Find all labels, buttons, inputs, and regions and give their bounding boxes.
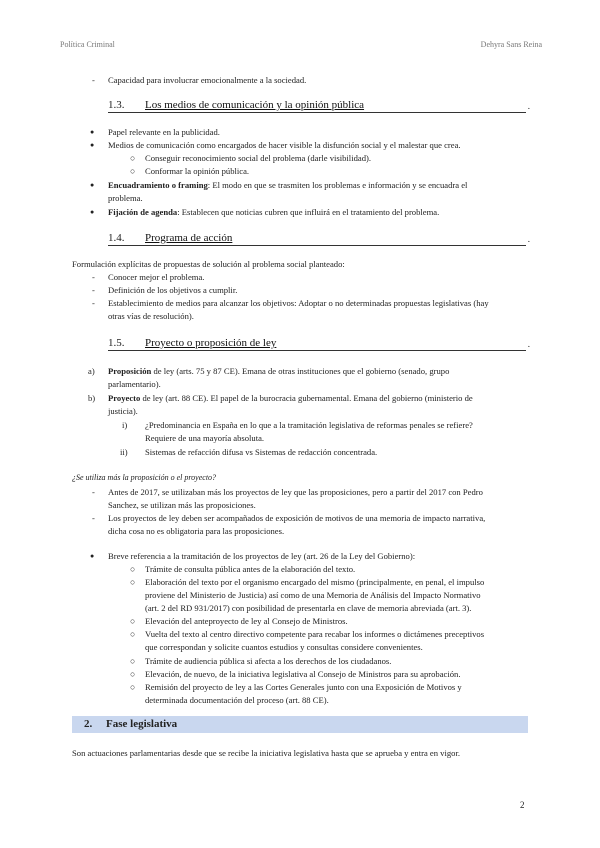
list-item: ¿Predominancia en España en lo que a la tramitación legislativa de reformas penales se refiere? — [145, 420, 473, 430]
term: Fijación de agenda — [108, 207, 178, 217]
paragraph: Formulación explícitas de propuestas de solución al problema social planteado: — [72, 259, 345, 269]
dash-marker: - — [92, 513, 95, 523]
section-1-3-heading — [108, 99, 530, 113]
circle-marker: ○ — [130, 153, 136, 163]
list-item: Antes de 2017, se utilizaban más los proyectos de ley que las proposiciones, pero a partir del 2017 con Pedro — [108, 487, 483, 497]
term-desc: de ley (art. 88 CE). El papel de la burocracia gubernamental. Emana del gobierno (ministerio de — [140, 393, 473, 403]
list-item: Papel relevante en la publicidad. — [108, 127, 220, 137]
section-number: 2. — [84, 718, 93, 730]
section-number: 1.3. — [108, 99, 125, 111]
section-number: 1.5. — [108, 337, 125, 349]
section-1-4-heading — [108, 232, 530, 246]
term: Proyecto — [108, 393, 141, 403]
circle-marker: ○ — [130, 166, 136, 176]
list-item: Medios de comunicación como encargados de hacer visible la disfunción social y el malestar que crea. — [108, 140, 461, 150]
section-trail: . — [527, 339, 530, 349]
bullet-marker: ● — [90, 141, 95, 149]
list-item — [108, 206, 439, 218]
list-item: Conseguir reconocimiento social del problema (darle visibilidad). — [145, 153, 371, 163]
dash-marker: - — [92, 75, 95, 85]
circle-marker: ○ — [130, 564, 136, 574]
list-item-cont: otras vías de resolución). — [108, 311, 194, 321]
list-item-cont: que correspondan y solicite cuantos estudios y consultas considere convenientes. — [145, 642, 423, 652]
list-item — [108, 179, 467, 191]
list-item-cont: Requiere de una mayoría absoluta. — [145, 433, 265, 443]
dash-marker: - — [92, 272, 95, 282]
list-item-cont: dicha cosa no es obligatoria para las proposiciones. — [108, 526, 285, 536]
list-item: Elevación, de nuevo, de la iniciativa legislativa al Consejo de Ministros para su aprobación. — [145, 669, 461, 679]
header-left: Política Criminal — [60, 40, 115, 49]
section-number: 1.4. — [108, 232, 125, 244]
intro-dash-text: Capacidad para involucrar emocionalmente a la sociedad. — [108, 75, 307, 85]
list-item-cont: parlamentario). — [108, 379, 161, 389]
term-desc: : Establecen que noticias cubren que influirá en el tratamiento del problema. — [177, 207, 440, 217]
term-desc: : El modo en que se trasmiten los problemas e información y se encuadra el — [207, 180, 468, 190]
section-2-heading-bar — [72, 716, 528, 733]
bullet-marker: ● — [90, 181, 95, 189]
term: Encuadramiento o framing — [108, 180, 208, 190]
list-item-cont: determinada documentación del proceso (art. 88 CE). — [145, 695, 329, 705]
list-item: Trámite de consulta pública antes de la elaboración del texto. — [145, 564, 356, 574]
list-item: Elevación del anteproyecto de ley al Consejo de Ministros. — [145, 616, 348, 626]
bullet-marker: ● — [90, 128, 95, 136]
list-item: Elaboración del texto por el organismo encargado del mismo (principalmente, en penal, el impulso — [145, 577, 485, 587]
bullet-marker: ● — [90, 208, 95, 216]
section-trail: . — [527, 101, 530, 111]
list-item: Breve referencia a la tramitación de los proyectos de ley (art. 26 de la Ley del Gobierno): — [108, 551, 416, 561]
paragraph: Son actuaciones parlamentarias desde que se recibe la iniciativa legislativa hasta que se aprueba y entra en vigor. — [72, 748, 460, 758]
circle-marker: ○ — [130, 616, 136, 626]
list-item — [108, 392, 473, 404]
section-trail: . — [527, 234, 530, 244]
list-item: Conocer mejor el problema. — [108, 272, 205, 282]
list-item: Definición de los objetivos a cumplir. — [108, 285, 238, 295]
roman-marker: ii) — [120, 447, 128, 457]
list-item: Remisión del proyecto de ley a las Cortes Generales junto con una Exposición de Motivos y — [145, 682, 462, 692]
dash-marker: - — [92, 487, 95, 497]
list-item-cont: justicia). — [108, 406, 138, 416]
list-item: Trámite de audiencia pública si afecta a los derechos de los ciudadanos. — [145, 656, 392, 666]
section-title: Programa de acción — [145, 232, 233, 244]
list-item: Vuelta del texto al centro directivo competente para recabar los informes o dictámenes preceptivos — [145, 629, 485, 639]
list-item: Conformar la opinión pública. — [145, 166, 250, 176]
letter-marker: b) — [88, 393, 96, 403]
letter-marker: a) — [88, 366, 95, 376]
circle-marker: ○ — [130, 669, 136, 679]
term-desc: de ley (arts. 75 y 87 CE). Emana de otras instituciones que el gobierno (senado, grupo — [151, 366, 450, 376]
section-title: Fase legislativa — [106, 718, 178, 730]
circle-marker: ○ — [130, 682, 136, 692]
list-item: Establecimiento de medios para alcanzar los objetivos: Adoptar o no determinadas propuestas legislativas (hay — [108, 298, 489, 308]
circle-marker: ○ — [130, 629, 136, 639]
list-item: Sistemas de refacción difusa vs Sistemas de redacción concentrada. — [145, 447, 378, 457]
header-right: Dehyra Sans Reina — [480, 40, 542, 49]
roman-marker: i) — [122, 420, 128, 430]
dash-marker: - — [92, 285, 95, 295]
bullet-marker: ● — [90, 552, 95, 560]
list-item-cont: problema. — [108, 193, 143, 203]
section-1-5-heading — [108, 337, 530, 351]
list-item-cont: proviene del Ministerio de Justicia) así como de una Memoria de Análisis del Impacto Normativo — [145, 590, 481, 600]
list-item — [108, 365, 449, 377]
dash-marker: - — [92, 298, 95, 308]
question-heading: ¿Se utiliza más la proposición o el proyecto? — [72, 473, 217, 482]
list-item-cont: Sanchez, se utilizan más las proposiciones. — [108, 500, 256, 510]
list-item: Los proyectos de ley deben ser acompañados de exposición de motivos de una memoria de impacto narrativa, — [108, 513, 486, 523]
list-item-cont: (art. 2 del RD 931/2017) con posibilidad de presentarla en clave de memoria abreviada (art. 3). — [145, 603, 472, 613]
circle-marker: ○ — [130, 656, 136, 666]
page-number: 2 — [520, 800, 525, 810]
term: Proposición — [108, 366, 152, 376]
section-title: Los medios de comunicación y la opinión pública — [145, 99, 365, 111]
circle-marker: ○ — [130, 577, 136, 587]
section-title: Proyecto o proposición de ley — [145, 337, 277, 349]
